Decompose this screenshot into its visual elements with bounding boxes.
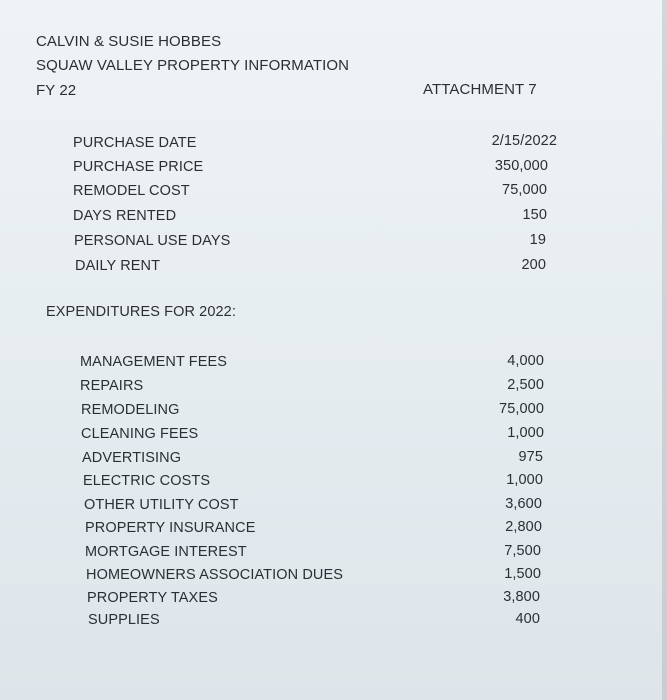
expense-value: 2,500	[507, 377, 544, 393]
expense-label: CLEANING FEES	[81, 426, 199, 442]
expense-label: MANAGEMENT FEES	[80, 354, 228, 370]
expense-value: 3,800	[503, 589, 540, 605]
property-label: PERSONAL USE DAYS	[74, 233, 231, 249]
fiscal-year: FY 22	[36, 82, 77, 99]
property-value: 75,000	[502, 182, 547, 198]
expense-value: 2,800	[505, 519, 542, 535]
property-value: 200	[521, 257, 546, 273]
expense-value: 7,500	[504, 543, 541, 559]
attachment-label: ATTACHMENT 7	[423, 81, 537, 98]
expenditures-heading: EXPENDITURES FOR 2022:	[46, 304, 236, 320]
expense-value: 1,000	[506, 472, 543, 488]
client-names: CALVIN & SUSIE HOBBES	[36, 33, 222, 50]
property-value: 350,000	[494, 158, 548, 174]
expense-value: 3,600	[505, 496, 542, 512]
property-label: PURCHASE PRICE	[73, 159, 204, 175]
expense-label: ADVERTISING	[82, 450, 182, 466]
expense-value: 4,000	[507, 353, 544, 369]
expense-label: ELECTRIC COSTS	[83, 473, 211, 489]
expense-label: HOMEOWNERS ASSOCIATION DUES	[86, 567, 344, 583]
expense-label: MORTGAGE INTEREST	[85, 544, 247, 560]
expense-label: PROPERTY INSURANCE	[85, 520, 256, 536]
page-edge-shadow	[662, 0, 667, 700]
expense-label: OTHER UTILITY COST	[84, 497, 239, 513]
document-title: SQUAW VALLEY PROPERTY INFORMATION	[36, 57, 350, 74]
property-label: REMODEL COST	[73, 183, 190, 199]
expense-value: 75,000	[499, 401, 544, 417]
expense-label: PROPERTY TAXES	[87, 590, 218, 606]
expense-label: REMODELING	[81, 402, 180, 418]
expense-label: REPAIRS	[80, 378, 144, 394]
property-label: PURCHASE DATE	[73, 135, 197, 151]
property-value: 2/15/2022	[491, 133, 557, 149]
expense-value: 400	[515, 611, 540, 627]
property-label: DAILY RENT	[75, 258, 161, 274]
property-value: 19	[529, 232, 546, 248]
expense-value: 975	[518, 449, 543, 465]
expense-value: 1,500	[504, 566, 541, 582]
expense-label: SUPPLIES	[88, 612, 160, 628]
property-label: DAYS RENTED	[73, 208, 177, 224]
property-value: 150	[522, 207, 547, 223]
expense-value: 1,000	[507, 425, 544, 441]
